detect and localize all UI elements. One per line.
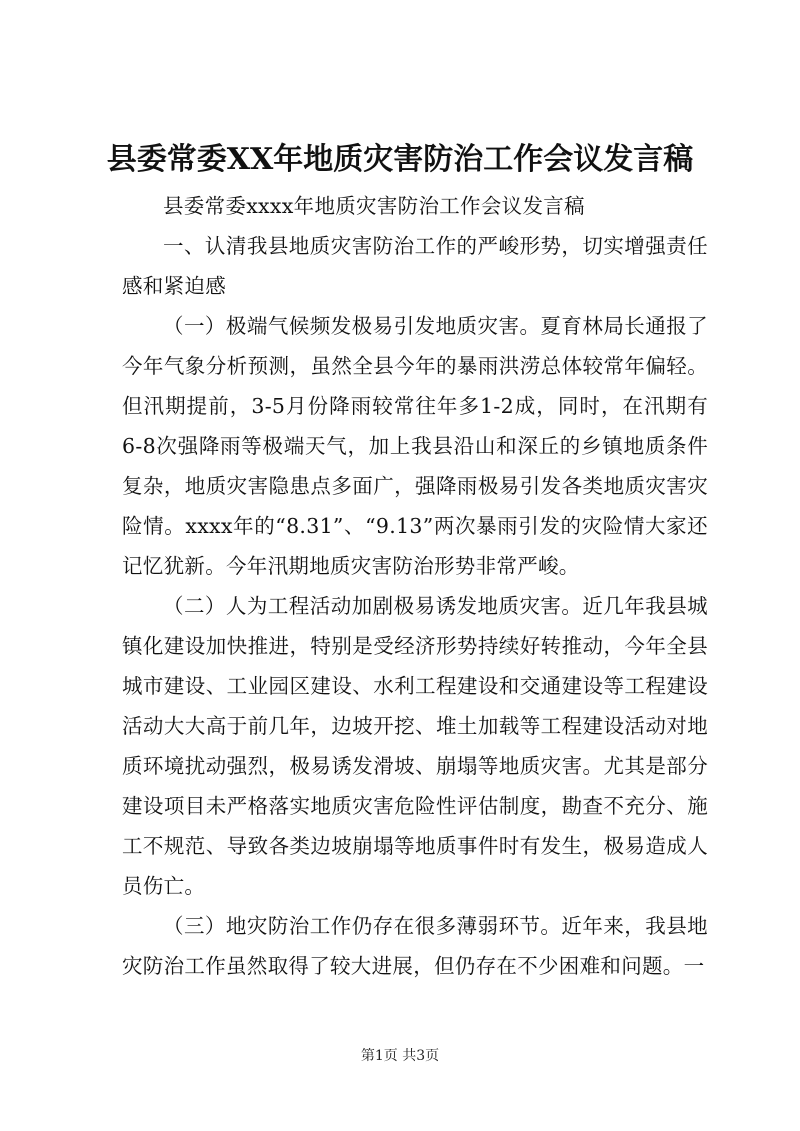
subtitle-paragraph: 县委常委xxxx年地质灾害防治工作会议发言稿	[163, 194, 585, 218]
document-body	[122, 186, 708, 986]
section-heading-paragraph: 一、认清我县地质灾害防治工作的严峻形势，切实增强责任感和紧迫感	[122, 234, 708, 298]
body-paragraph-1: （一）极端气候频发极易引发地质灾害。夏育林局长通报了今年气象分析预测，虽然全县今年的暴雨洪涝总体较常年偏轻。但汛期提前，3-5月份降雨较常往年多1-2成，同时，在汛期有6-8次强降雨等极端天气，加上我县沿山和深丘的乡镇地质条件复杂，地质灾害隐患点多面广，强降雨极易引发各类地质灾害灾险情。xxxx年的“8.31”、“9.13”两次暴雨引发的灾险情大家还记忆犹新。今年汛期地质灾害防治形势非常严峻。	[122, 314, 708, 578]
document-title: 县委常委XX年地质灾害防治工作会议发言稿	[106, 142, 694, 177]
body-paragraph-2: （二）人为工程活动加剧极易诱发地质灾害。近几年我县城镇化建设加快推进，特别是受经济形势持续好转推动，今年全县城市建设、工业园区建设、水利工程建设和交通建设等工程建设活动大大高于前几年，边坡开挖、堆土加载等工程建设活动对地质环境扰动强烈，极易诱发滑坡、崩塌等地质灾害。尤其是部分建设项目未严格落实地质灾害危险性评估制度，勘查不充分、施工不规范、导致各类边坡崩塌等地质事件时有发生，极易造成人员伤亡。	[122, 594, 708, 898]
body-paragraph-3: （三）地灾防治工作仍存在很多薄弱环节。近年来，我县地灾防治工作虽然取得了较大进展，但仍存在不少困难和问题。一	[122, 914, 708, 978]
page-number-footer: 第1页 共3页	[360, 1048, 440, 1064]
